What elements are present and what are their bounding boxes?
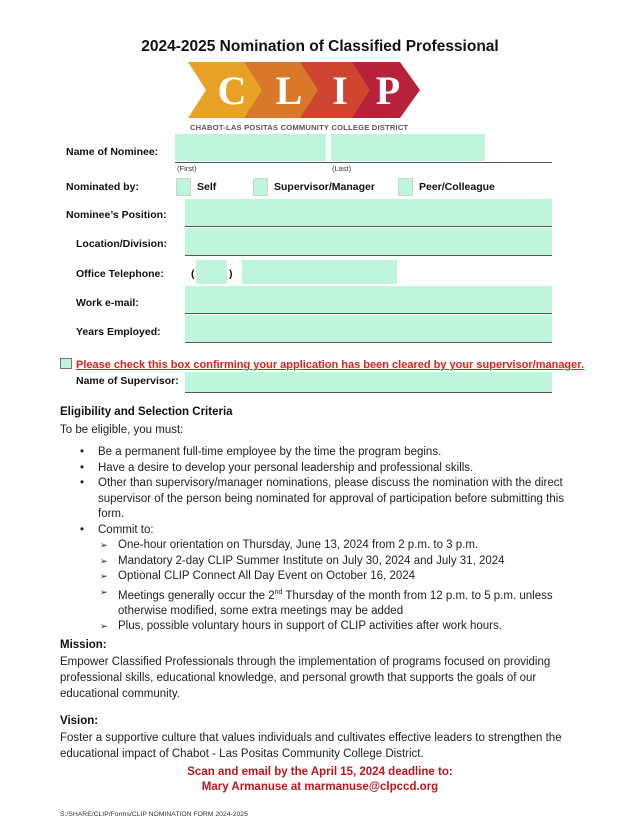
peer-option-label: Peer/Colleague <box>419 181 495 193</box>
nominee-underline <box>175 162 552 163</box>
footer-path: S:/SHARE/CLIP/Forms/CLIP NOMINATION FORM 2024-2025 <box>60 811 248 818</box>
nominee-first-input[interactable] <box>175 134 326 161</box>
phone-number-input[interactable] <box>242 260 397 284</box>
eligibility-item: • Be a permanent full-time employee by the time the program begins. <box>80 446 442 458</box>
logo-letter-p: P <box>375 68 401 113</box>
nominee-last-input[interactable] <box>331 134 485 161</box>
eligibility-intro: To be eligible, you must: <box>60 424 184 436</box>
commit-list <box>98 538 585 635</box>
location-underline <box>185 255 552 256</box>
phone-close-paren: ) <box>229 268 233 280</box>
supervisor-confirm-text: Please check this box confirming your application has been cleared by your supervisor/manager. <box>76 359 585 371</box>
phone-label: Office Telephone: <box>76 268 164 280</box>
page-title: 2024-2025 Nomination of Classified Professional <box>141 38 499 55</box>
first-hint: (First) <box>177 164 197 173</box>
supervisor-underline <box>185 392 552 393</box>
position-label: Nominee’s Position: <box>66 209 167 221</box>
years-underline <box>185 342 552 343</box>
self-option-label: Self <box>197 181 217 193</box>
position-underline <box>185 226 552 227</box>
supervisor-checkbox[interactable] <box>253 178 268 196</box>
email-label: Work e-mail: <box>76 297 139 309</box>
deadline-line-1: Scan and email by the April 15, 2024 deadline to: <box>187 766 453 778</box>
peer-checkbox[interactable] <box>398 178 413 196</box>
last-hint: (Last) <box>332 164 352 173</box>
phone-area-code-input[interactable] <box>196 260 227 284</box>
phone-open-paren: ( <box>191 268 195 280</box>
position-input[interactable] <box>185 199 552 226</box>
eligibility-list <box>60 445 585 635</box>
years-input[interactable] <box>185 315 552 342</box>
eligibility-heading: Eligibility and Selection Criteria <box>60 406 233 418</box>
commit-item: ➢ Optional CLIP Connect All Day Event on October 16, 2024 <box>100 570 416 582</box>
logo-letter-i: I <box>332 68 348 113</box>
clip-logo <box>188 60 420 125</box>
years-label: Years Employed: <box>76 326 161 338</box>
supervisor-option-label: Supervisor/Manager <box>274 181 375 193</box>
location-label: Location/Division: <box>76 238 168 250</box>
commit-item: ➢ One-hour orientation on Thursday, June 13, 2024 from 2 p.m. to 3 p.m. <box>100 539 479 551</box>
nominee-label: Name of Nominee: <box>66 146 159 158</box>
vision-text: Foster a supportive culture that values individuals and cultivates effective leaders to strengthen the educational impact of Chabot - Las Positas Community College District. <box>60 732 562 760</box>
mission-text: Empower Classified Professionals through the implementation of programs focused on providing professional skills, educational knowledge, and personal growth that supports the goals of our educational community. <box>60 656 551 700</box>
eligibility-item: • Commit to: ➢ One-hour orientation on Thursday, June 13, 2024 from 2 p.m. to 3 p.m. ➢ Mandatory 2-day CLIP Summer Institute on July 30, 2024 and July 31, 2024 ➢ Optional CLIP Connect All Day Event on October 16, 2024 ➢ Meetings generally occur the 2nd Thursday of the month from 12 p.m. to 5 p.m. unless otherwise modified, some extra meetings may be added ➢ Plus, possible voluntary hours in support of CLIP activities after work hours. <box>60 523 585 635</box>
eligibility-item: • Other than supervisory/manager nominations, please discuss the nomination with the direct supervisor of the person being nominated for approval of participation before submitting this form. <box>80 477 565 520</box>
deadline-line-2: Mary Armanuse at marmanuse@clpccd.org <box>201 781 439 793</box>
email-input[interactable] <box>185 286 552 313</box>
email-underline <box>185 313 552 314</box>
mission-heading: Mission: <box>60 639 107 651</box>
location-input[interactable] <box>185 228 552 255</box>
district-name: CHABOT-LAS POSITAS COMMUNITY COLLEGE DISTRICT <box>190 123 409 132</box>
logo-letter-l: L <box>275 68 303 113</box>
supervisor-input[interactable] <box>185 372 552 392</box>
eligibility-item: • Have a desire to develop your personal leadership and professional skills. <box>80 461 474 474</box>
logo-letter-c: C <box>217 68 247 113</box>
nominated-by-label: Nominated by: <box>66 181 139 193</box>
commit-item: ➢ Mandatory 2-day CLIP Summer Institute on July 30, 2024 and July 31, 2024 <box>100 554 505 567</box>
commit-item: ➢ Meetings generally occur the 2nd Thursday of the month from 12 p.m. to 5 p.m. unless otherwise modified, some extra meetings may be added <box>100 586 553 617</box>
supervisor-label: Name of Supervisor: <box>76 375 179 387</box>
self-checkbox[interactable] <box>176 178 191 196</box>
supervisor-confirm-notice <box>60 358 584 371</box>
supervisor-confirm-checkbox[interactable] <box>60 358 72 369</box>
commit-item: ➢ Plus, possible voluntary hours in support of CLIP activities after work hours. <box>100 620 502 633</box>
vision-heading: Vision: <box>60 715 99 727</box>
